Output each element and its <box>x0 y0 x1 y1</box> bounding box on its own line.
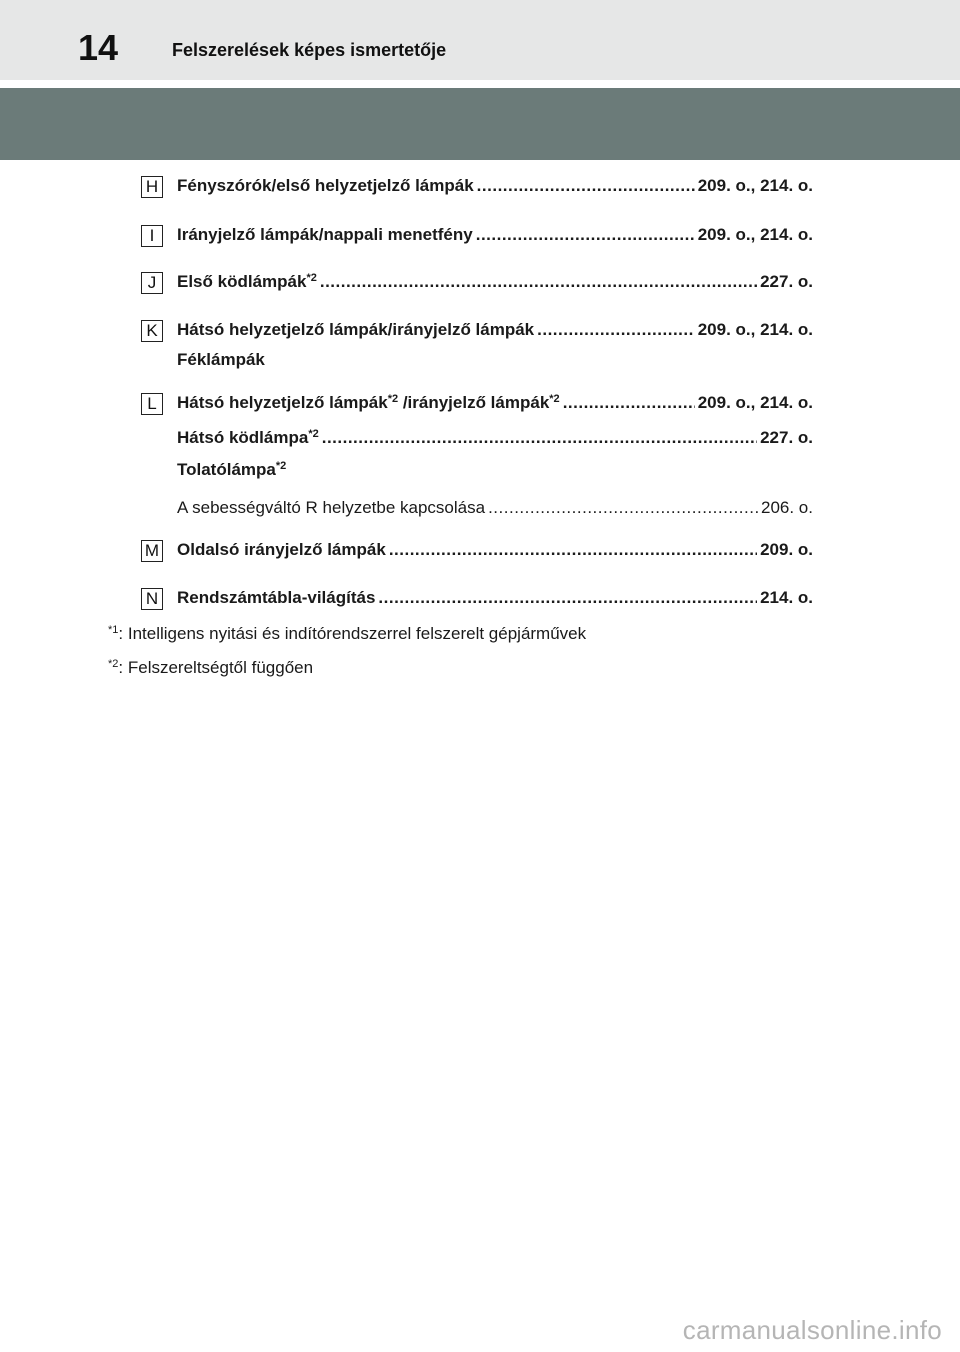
title-bar <box>0 88 960 160</box>
footnote-mark: *2 <box>308 428 319 440</box>
page-ref: 209. o., 214. o. <box>697 320 813 339</box>
entry-label: Irányjelző lámpák/nappali menetfény <box>177 225 473 244</box>
footnote-mark: *1 <box>108 624 119 636</box>
leader-dots <box>477 176 695 196</box>
footnote-2 <box>108 658 313 678</box>
section-title: Felszerelések képes ismertetője <box>172 40 447 60</box>
entry-label: A sebességváltó R helyzetbe kapcsolása <box>177 498 486 517</box>
watermark: carmanualsonline.info <box>682 1315 942 1345</box>
leader-dots <box>378 588 757 608</box>
leader-dots <box>322 428 757 448</box>
entry-reverse-note <box>177 498 813 518</box>
entry-label: Hátsó helyzetjelző lámpák/irányjelző lámpák <box>177 320 535 339</box>
footnote-mark: *2 <box>108 658 119 670</box>
label-box-j: J <box>141 272 163 294</box>
entry-turn-signals <box>177 225 813 245</box>
footnote-mark: *2 <box>306 272 317 284</box>
entry-label: Rendszámtábla-világítás <box>177 588 376 607</box>
leader-dots <box>537 320 695 340</box>
footnote-mark: *2 <box>275 460 287 472</box>
leader-dots <box>488 498 758 518</box>
page-ref: 209. o. <box>760 540 813 559</box>
entry-rear-position <box>177 320 813 340</box>
entry-label <box>177 393 560 413</box>
entry-label: Fényszórók/első helyzetjelző lámpák <box>177 176 474 195</box>
entry-brake-lights: Féklámpák <box>177 350 265 369</box>
label-box-h: H <box>141 176 163 198</box>
entry-label-text: Tolatólámpa <box>177 460 276 479</box>
page-number: 14 <box>78 27 119 68</box>
page-ref: 209. o., 214. o. <box>697 225 813 244</box>
entry-reverse-light <box>177 460 286 480</box>
entry-rear-combination <box>177 393 813 413</box>
leader-dots <box>476 225 695 245</box>
page-ref: 227. o. <box>760 428 813 447</box>
footnote-mark: *2 <box>549 393 560 405</box>
leader-dots <box>563 393 695 413</box>
entry-front-fog <box>177 272 813 292</box>
entry-label <box>177 428 319 448</box>
entry-label-text: Hátsó helyzetjelző lámpák <box>177 393 388 412</box>
entry-plate-light <box>177 588 813 608</box>
footnote-text: : Felszereltségtől függően <box>118 658 314 677</box>
page-ref: 214. o. <box>760 588 813 607</box>
entry-rear-fog <box>177 428 813 448</box>
label-box-n: N <box>141 588 163 610</box>
page-ref: 209. o., 214. o. <box>697 176 813 195</box>
page-header <box>0 0 960 80</box>
entry-label-text: Első ködlámpák <box>177 272 307 291</box>
entry-label <box>177 272 317 292</box>
page-ref: 227. o. <box>760 272 813 291</box>
footnote-text: : Intelligens nyitási és indítórendszerrel felszerelt gépjárművek <box>118 624 587 643</box>
entry-side-turn <box>177 540 813 560</box>
entry-label: Oldalsó irányjelző lámpák <box>177 540 386 559</box>
page-ref: 206. o. <box>761 498 813 517</box>
leader-dots <box>389 540 757 560</box>
label-box-k: K <box>141 320 163 342</box>
footnote-mark: *2 <box>387 393 399 405</box>
leader-dots <box>320 272 757 292</box>
header-divider <box>0 80 960 88</box>
entry-headlights <box>177 176 813 196</box>
label-box-m: M <box>141 540 163 562</box>
entry-label-text: /irányjelző lámpák <box>398 393 550 412</box>
footnote-1 <box>108 624 586 644</box>
label-box-l: L <box>141 393 163 415</box>
page-ref: 209. o., 214. o. <box>697 393 813 412</box>
entry-label-text: Hátsó ködlámpa <box>177 428 309 447</box>
label-box-i: I <box>141 225 163 247</box>
